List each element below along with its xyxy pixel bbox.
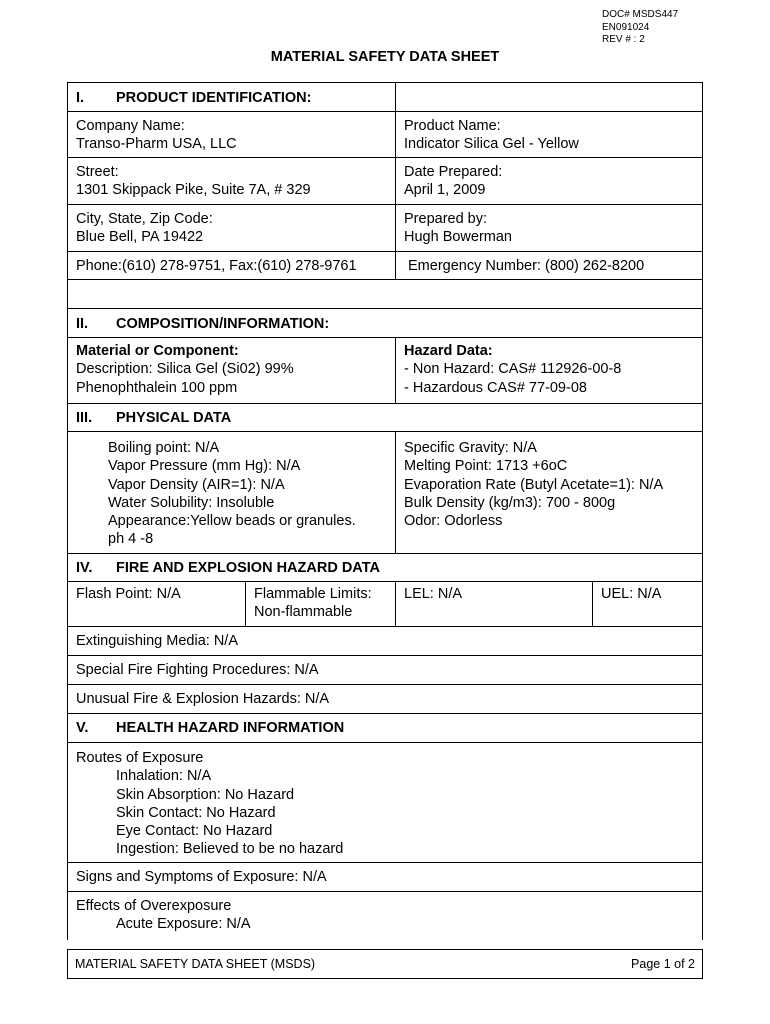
page-number: Page 1 of 2	[631, 956, 695, 971]
city-prepared-row	[67, 205, 703, 252]
flammable-limits-value: Non-flammable	[254, 604, 353, 621]
odor: Odor: Odorless	[404, 513, 503, 530]
prepared-by-value: Hugh Bowerman	[404, 229, 512, 246]
section-5-title: HEALTH HAZARD INFORMATION	[116, 720, 345, 736]
route-skin-contact: Skin Contact: No Hazard	[116, 804, 276, 821]
unusual-hazards: Unusual Fire & Explosion Hazards: N/A	[76, 691, 330, 707]
section-4-title: FIRE AND EXPLOSION HAZARD DATA	[116, 560, 380, 576]
extinguishing-row	[67, 627, 703, 656]
prepared-by-label: Prepared by:	[404, 211, 488, 227]
extinguishing-media: Extinguishing Media: N/A	[76, 633, 238, 649]
route-skin-absorption: Skin Absorption: No Hazard	[116, 786, 295, 803]
routes-row	[67, 743, 703, 863]
section-1-header	[67, 82, 703, 112]
effects-label: Effects of Overexposure	[76, 898, 232, 914]
signs-symptoms: Signs and Symptoms of Exposure: N/A	[76, 869, 327, 885]
page-footer	[67, 949, 703, 979]
document-reference	[602, 9, 678, 47]
route-ingestion: Ingestion: Believed to be no hazard	[116, 841, 344, 858]
material-description: Description: Silica Gel (Si02) 99%	[76, 361, 294, 378]
physical-data-row	[67, 432, 703, 554]
section-3-number: III.	[76, 410, 93, 426]
product-label: Product Name:	[404, 118, 501, 134]
hazard-label: Hazard Data:	[404, 343, 493, 359]
composition-row	[67, 338, 703, 404]
uel: UEL: N/A	[601, 586, 662, 602]
page-title: MATERIAL SAFETY DATA SHEET	[270, 49, 500, 65]
emergency-number: Emergency Number: (800) 262-8200	[408, 258, 645, 274]
flash-point-row	[67, 582, 703, 627]
section-2-title: COMPOSITION/INFORMATION:	[116, 316, 330, 332]
date-label: Date Prepared:	[404, 164, 503, 180]
vapor-density: Vapor Density (AIR=1): N/A	[108, 476, 285, 493]
city-value: Blue Bell, PA 19422	[76, 229, 204, 246]
routes-label: Routes of Exposure	[76, 750, 204, 766]
melting-point: Melting Point: 1713 +6oC	[404, 458, 568, 475]
specific-gravity: Specific Gravity: N/A	[404, 440, 537, 456]
hazard-non-hazard: - Non Hazard: CAS# 112926-00-8	[404, 361, 622, 378]
section-1-title: PRODUCT IDENTIFICATION:	[116, 90, 312, 106]
section-5-header	[67, 714, 703, 743]
appearance: Appearance:Yellow beads or granules.	[108, 513, 356, 530]
msds-table	[67, 82, 703, 940]
section-3-header	[67, 404, 703, 432]
acute-exposure: Acute Exposure: N/A	[116, 916, 251, 933]
effects-row	[67, 892, 703, 940]
section-5-number: V.	[76, 720, 89, 736]
flash-point: Flash Point: N/A	[76, 586, 181, 602]
product-value: Indicator Silica Gel - Yellow	[404, 136, 579, 153]
blank-row	[67, 280, 703, 309]
lel: LEL: N/A	[404, 586, 463, 602]
unusual-hazards-row	[67, 685, 703, 714]
evaporation-rate: Evaporation Rate (Butyl Acetate=1): N/A	[404, 476, 664, 493]
section-4-number: IV.	[76, 560, 93, 576]
special-procedures: Special Fire Fighting Procedures: N/A	[76, 662, 319, 678]
company-product-row	[67, 112, 703, 158]
footer-doc-name: MATERIAL SAFETY DATA SHEET (MSDS)	[75, 956, 316, 971]
vapor-pressure: Vapor Pressure (mm Hg): N/A	[108, 458, 301, 475]
street-date-row	[67, 158, 703, 205]
ph-range: ph 4 -8	[108, 531, 154, 548]
doc-en-code: EN091024	[602, 21, 650, 33]
phone-emergency-row	[67, 252, 703, 280]
company-label: Company Name:	[76, 118, 185, 134]
flammable-limits-label: Flammable Limits:	[254, 586, 372, 602]
date-value: April 1, 2009	[404, 182, 486, 199]
section-1-number: I.	[76, 90, 85, 106]
doc-revision: REV # : 2	[602, 34, 645, 45]
phone-fax: Phone:(610) 278-9751, Fax:(610) 278-9761	[76, 258, 357, 274]
section-4-header	[67, 554, 703, 582]
company-value: Transo-Pharm USA, LLC	[76, 136, 237, 153]
signs-row	[67, 863, 703, 892]
section-2-number: II.	[76, 316, 89, 332]
section-3-title: PHYSICAL DATA	[116, 410, 232, 426]
city-label: City, State, Zip Code:	[76, 211, 213, 227]
bulk-density: Bulk Density (kg/m3): 700 - 800g	[404, 494, 616, 511]
hazard-hazardous: - Hazardous CAS# 77-09-08	[404, 379, 587, 396]
street-value: 1301 Skippack Pike, Suite 7A, # 329	[76, 182, 311, 199]
material-label: Material or Component:	[76, 343, 239, 359]
water-solubility: Water Solubility: Insoluble	[108, 494, 275, 511]
route-eye-contact: Eye Contact: No Hazard	[116, 823, 273, 840]
doc-number: DOC# MSDS447	[602, 9, 679, 20]
special-procedures-row	[67, 656, 703, 685]
material-ppm: Phenophthalein 100 ppm	[76, 379, 238, 396]
route-inhalation: Inhalation: N/A	[116, 768, 212, 785]
street-label: Street:	[76, 164, 119, 180]
section-2-header	[67, 309, 703, 338]
boiling-point: Boiling point: N/A	[108, 440, 220, 456]
